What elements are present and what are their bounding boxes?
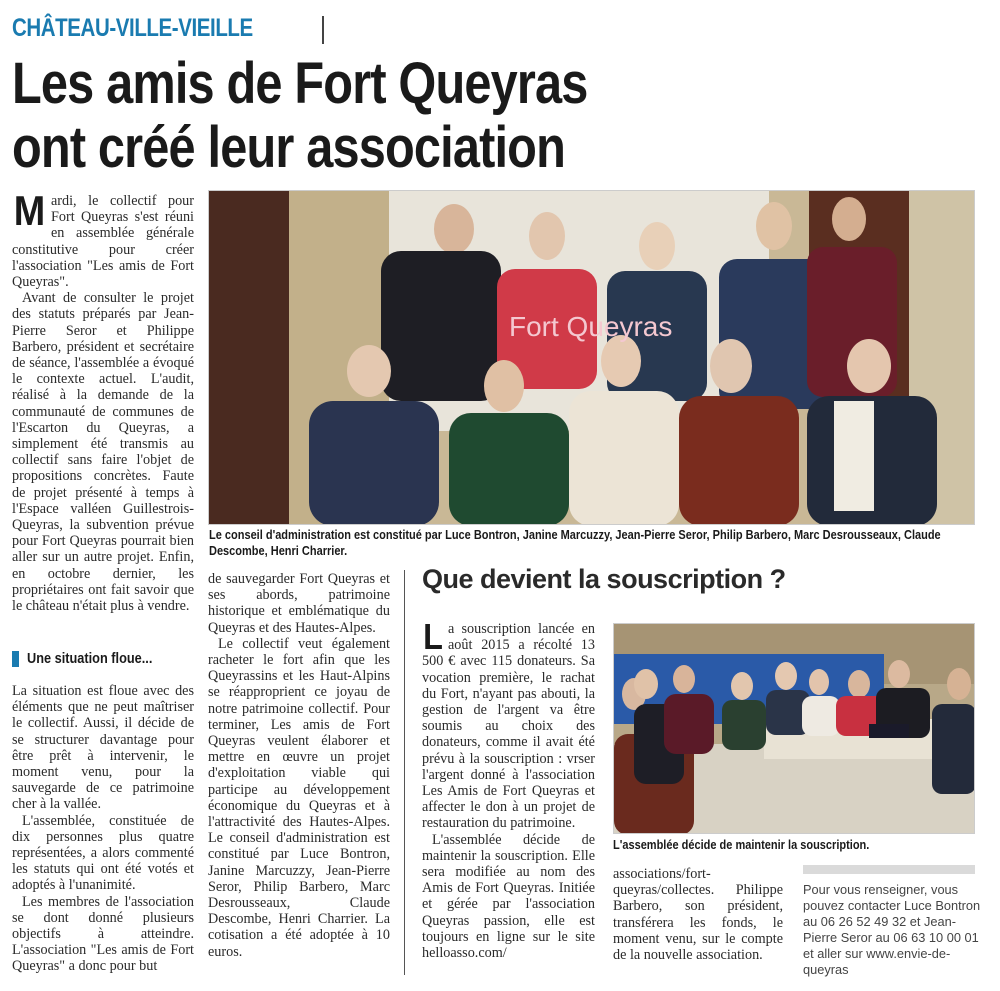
sidebar-title: Que devient la souscription ? (422, 564, 786, 594)
article-column-1b (12, 683, 194, 975)
section-kicker: CHÂTEAU-VILLE-VIEILLE (12, 14, 253, 42)
subhead-text: Une situation floue... (27, 650, 153, 667)
article-paragraph: L'assemblée, constituée de dix personnes plus quatre représentées, a alors commenté les statuts qui ont été votés et adoptés à l'unanimité. (12, 812, 194, 894)
article-paragraph: La situation est floue avec des éléments que ne peut maîtriser le collectif. Aussi, il décide de se structurer davantage pour être prêt à intervenir, le moment venu, pour la sauvegarde de ce patrimoine cher à la vallée. (12, 683, 194, 813)
sidebar-lead-text: a souscription lancée en août 2015 a récolté 13 500 € avec 115 donateurs. Sa vocation première, le rachat du Fort, n'ayant pas abouti, la gestion de l'argent va être soumis au choix des donateurs, comme il avait été prévu à la souscription : vrser l'argent donné à l'association Les Amis de Fort Queyras et affecter le don à un projet de restauration du patrimoine. (422, 621, 595, 832)
subhead-marker (12, 651, 19, 667)
sidebar-paragraph: L'assemblée décide de maintenir la souscription. Elle sera modifiée au nom des Amis de Fort Queyras. Initiée et gérée par l'association Queyras passion, elle est toujours en ligne sur le site helloasso.com/ (422, 831, 595, 962)
kicker-divider (322, 16, 324, 44)
article-column-1 (12, 187, 194, 615)
headline-line-1: Les amis de Fort Queyras (12, 51, 588, 116)
article-paragraph: Avant de consulter le projet des statuts préparés par Jean-Pierre Seror et Philippe Barbero, président et secrétaire de séance, l'assemblée a évoqué le contexte actuel. L'audit, réalisé à la demande de la communauté de communes de l'Escarton du Queyras, a simplement été transmis au collectif sans faire l'objet de propositions concrètes. Faute de projet présenté à temps à l'Espace valléen Guillestrois-Queyras, la subvention prévue pour Fort Queyras pourrait bien aller sur un autre projet. Enfin, en octobre dernier, les propriétaires ont fait savoir que le château n'était plus à vendre. (12, 290, 194, 615)
group-photo-caption: Le conseil d'administration est constitué par Luce Bontron, Janine Marcuzzy, Jean-Pierre Seror, Philip Barbero, Marc Desrousseaux, Claude Descombe, Henri Charrier. (209, 528, 941, 558)
group-photo (208, 190, 975, 525)
projected-text: Fort Queyras (509, 311, 673, 342)
assembly-photo (613, 623, 975, 834)
sidebar-paragraph: associations/fort-queyras/collectes. Philippe Barbero, son président, transférera les fonds, le moment venu, sur le compte de la nouvelle association. (613, 866, 783, 964)
lead-text: ardi, le collectif pour Fort Queyras s'est réuni en assemblée générale constitutive pour créer l'association "Les amis de Fort Queyras". (12, 193, 194, 291)
assembly-photo-caption: L'assemblée décide de maintenir la souscription. (613, 838, 870, 852)
article-paragraph: de sauvegarder Fort Queyras et ses abords, patrimoine historique et emblématique du Queyras et des Hautes-Alpes. (208, 571, 390, 636)
assembly-photo-image (614, 624, 975, 834)
group-photo-image (209, 191, 975, 525)
article-paragraph: Le collectif veut également racheter le fort afin que les Queyrassins et les Haut-Alpins se réapproprient ce joyau de notre patrimoine collectif. Pour terminer, Les amis de Fort Queyras veulent élaborer et mettre en œuvre un projet d'exploitation viable qui participe au développement économique du Queyras et à l'attractivité des Hautes-Alpes. Le conseil d'administration est constitué par Luce Bontron, Janine Marcuzzy, Jean-Pierre Seror, Philip Barbero, Marc Desrousseaux, Claude Descombe, Henri Charrier. La cotisation a été adoptée à 10 euros. (208, 635, 390, 960)
headline-line-2: ont créé leur association (12, 115, 566, 180)
sidebar-lead-paragraph (422, 616, 595, 832)
contact-info: Pour vous renseigner, vous pouvez contacter Luce Bontron au 06 26 52 49 32 et Jean-Pierre Seror au 06 63 10 00 01 et aller sur www.envie-de-queyras (803, 882, 981, 977)
headline (12, 52, 588, 180)
drop-cap: M (13, 187, 46, 234)
article-subheading (12, 650, 175, 667)
column-divider (404, 570, 405, 975)
article-column-2 (208, 571, 390, 960)
article-paragraph: Les membres de l'association se dont donné plusieurs objectifs à atteindre. L'association "Les amis de Fort Queyras" a donc pour but (12, 893, 194, 975)
sidebar-column (422, 616, 595, 962)
sidebar-column-2 (613, 866, 783, 963)
drop-cap: L (423, 616, 443, 657)
info-box-bar (803, 865, 975, 874)
article-lead-paragraph (12, 187, 194, 291)
